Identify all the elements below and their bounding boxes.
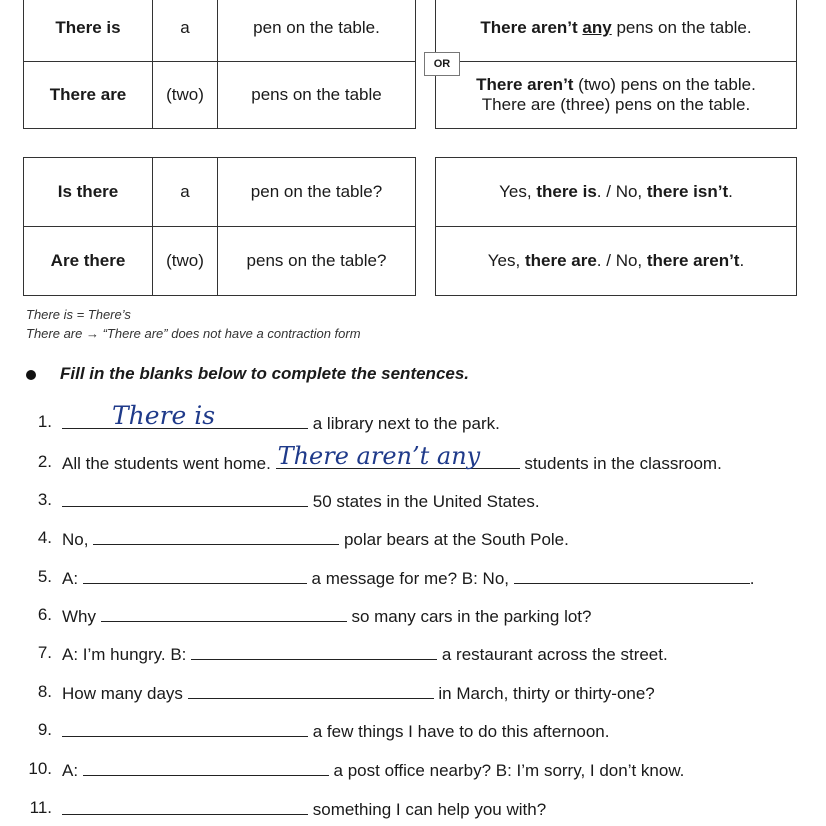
question-text: No,	[62, 530, 89, 549]
question-number: 1.	[37, 412, 52, 431]
question-text: A: I’m hungry. B:	[62, 645, 187, 664]
question-number: 9.	[37, 720, 52, 739]
question-number: 10.	[28, 759, 52, 778]
text: there are	[524, 250, 597, 270]
question-number: 2.	[37, 452, 52, 471]
cell: There are	[24, 62, 153, 129]
handwritten-answer: There is	[112, 401, 216, 430]
question-text: a restaurant across the street.	[441, 645, 668, 664]
text: any	[582, 17, 612, 37]
note-no-contraction: There are → “There are” does not have a contraction form	[26, 326, 361, 341]
question-text: so many cars in the parking lot?	[351, 607, 592, 626]
question-text: a message for me? B: No,	[311, 569, 510, 588]
question-number: 7.	[37, 643, 52, 662]
question-text: A:	[62, 569, 79, 588]
question-text: A:	[62, 761, 79, 780]
cell: There is	[24, 0, 153, 62]
text: there aren’t	[646, 250, 740, 270]
text: pens on the table.	[611, 17, 752, 37]
cell: Is there	[24, 158, 153, 227]
question-text: 50 states in the United States.	[312, 492, 540, 511]
question-text: students in the classroom.	[524, 454, 722, 473]
question-text: All the students went home.	[62, 454, 271, 473]
cell: pens on the table?	[218, 227, 416, 296]
text: . / No,	[596, 181, 647, 201]
answer-blank[interactable]	[83, 567, 307, 584]
question-text: a library next to the park.	[312, 414, 500, 433]
answer-blank[interactable]	[62, 490, 308, 507]
cell: pen on the table?	[218, 158, 416, 227]
bullet-icon	[26, 370, 36, 380]
question-text: a few things I have to do this afternoon.	[312, 722, 610, 741]
or-label: OR	[424, 52, 460, 76]
instruction	[26, 364, 469, 384]
answer-cell-2	[436, 227, 797, 296]
text: .	[739, 250, 745, 270]
cell: a	[153, 158, 218, 227]
question-table	[23, 157, 416, 296]
text: there is	[536, 181, 597, 201]
negative-cell-1	[436, 0, 797, 62]
question-text: Why	[62, 607, 96, 626]
question-text: a post office nearby? B: I’m sorry, I don’t know.	[333, 761, 685, 780]
text: (two) pens on the table.	[573, 74, 756, 94]
text: . / No,	[596, 250, 647, 270]
question-text: .	[749, 569, 755, 588]
question-number: 8.	[37, 682, 52, 701]
cell: Are there	[24, 227, 153, 296]
question-text: How many days	[62, 684, 183, 703]
text: Yes,	[499, 181, 537, 201]
answer-blank[interactable]	[93, 528, 339, 545]
answer-blank[interactable]	[191, 643, 437, 660]
answer-blank[interactable]	[276, 442, 520, 470]
text: There are (three) pens on the table.	[481, 95, 751, 114]
question-number: 5.	[37, 567, 52, 586]
negative-table	[435, 0, 797, 129]
negative-cell-2	[436, 62, 797, 129]
question-text: in March, thirty or thirty-one?	[438, 684, 655, 703]
cell: pens on the table	[218, 62, 416, 129]
answer-blank[interactable]	[514, 567, 750, 584]
answer-blank[interactable]	[62, 798, 308, 815]
question-text: polar bears at the South Pole.	[343, 530, 569, 549]
cell: pen on the table.	[218, 0, 416, 62]
question-number: 4.	[37, 528, 52, 547]
affirmative-table	[23, 0, 416, 129]
answers-table	[435, 157, 797, 296]
cell: a	[153, 0, 218, 62]
question-number: 3.	[37, 490, 52, 509]
text: .	[728, 181, 733, 201]
question-number: 6.	[37, 605, 52, 624]
text: Yes,	[487, 250, 525, 270]
answer-blank[interactable]	[62, 401, 308, 430]
instruction-text: Fill in the blanks below to complete the sentences.	[60, 364, 470, 383]
answer-blank[interactable]	[83, 759, 329, 776]
cell: (two)	[153, 62, 218, 129]
answer-blank[interactable]	[188, 682, 434, 699]
answer-cell-1	[436, 158, 797, 227]
handwritten-answer: There aren’t any	[277, 442, 481, 470]
text: There aren’t	[480, 17, 583, 37]
answer-blank[interactable]	[101, 605, 347, 622]
text: There aren’t	[476, 74, 574, 94]
text: there isn’t	[646, 181, 729, 201]
question-text: something I can help you with?	[312, 800, 547, 819]
cell: (two)	[153, 227, 218, 296]
note-contraction: There is = There’s	[26, 307, 131, 322]
question-number: 11.	[29, 798, 52, 817]
answer-blank[interactable]	[62, 720, 308, 737]
